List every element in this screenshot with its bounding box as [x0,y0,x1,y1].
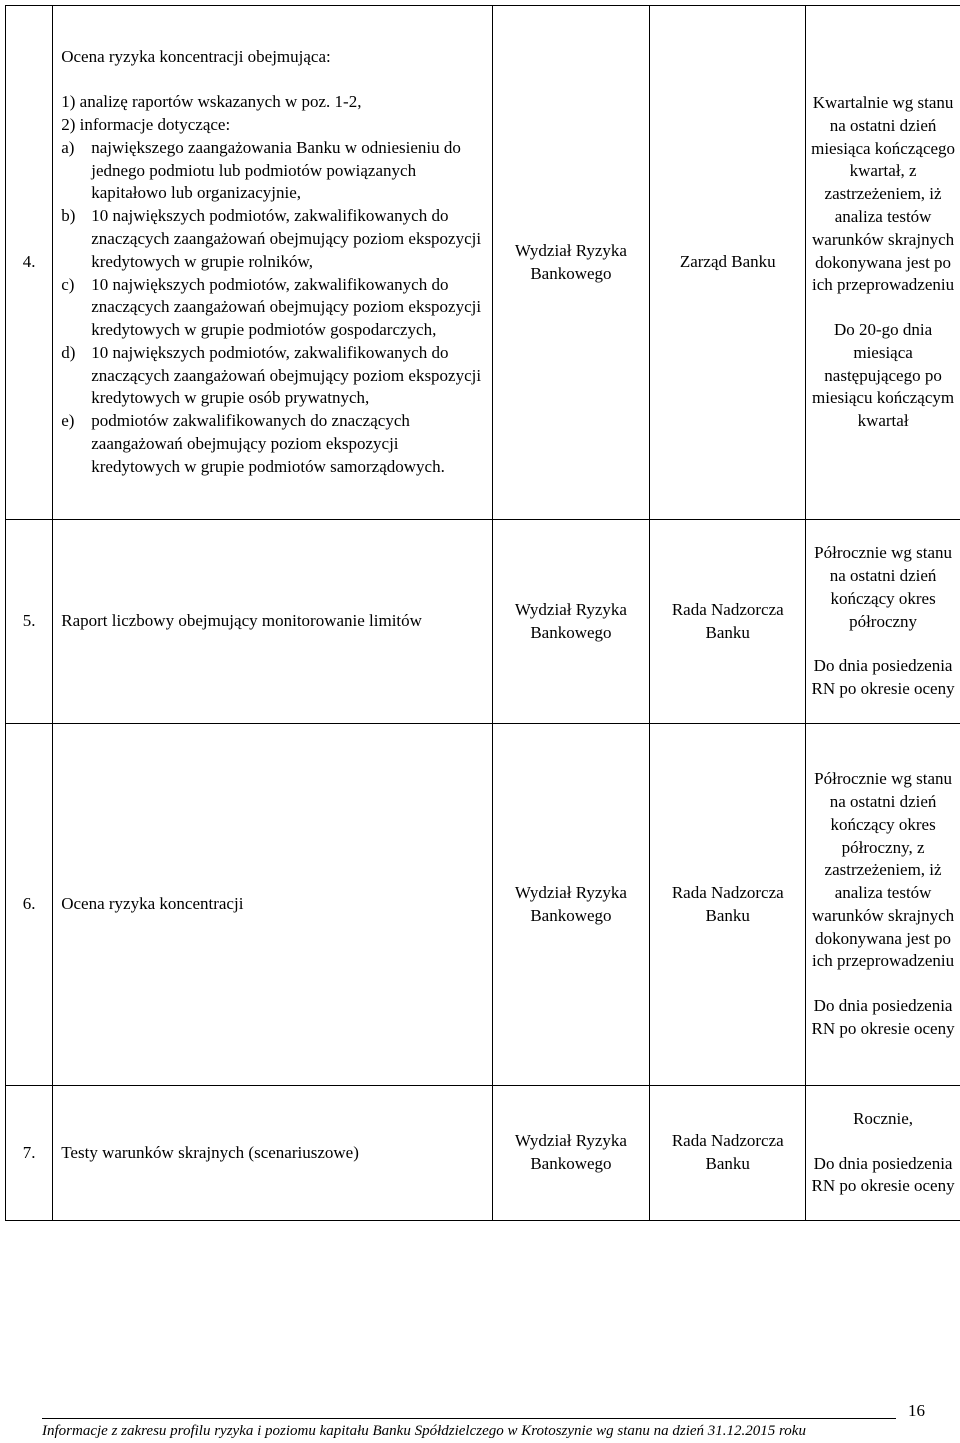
frequency [806,1086,960,1221]
description-items [61,137,485,479]
table-row [6,724,960,1086]
footer-divider [42,1418,896,1419]
row-number: 4. [6,6,53,520]
row-description: Ocena ryzyka koncentracji [53,724,492,1086]
deadline-text: Do 20-go dnia miesiąca następującego po miesiącu kończącym kwartał [806,319,960,433]
page-footer: Informacje z zakresu profilu ryzyka i poziomu kapitału Banku Spółdzielczego w Krotoszynie wg stanu na dzień 31.12.2015 roku [42,1420,806,1443]
frequency [806,6,960,520]
table-row [6,1086,960,1221]
deadline-text: Do dnia posiedzenia RN po okresie oceny [806,995,960,1041]
row-description: Raport liczbowy obejmujący monitorowanie limitów [53,520,492,724]
description-line: 2) informacje dotyczące: [61,114,485,137]
row-description [53,6,492,520]
responsible-unit: Wydział Ryzyka Bankowego [492,6,650,520]
frequency [806,724,960,1086]
responsible-unit: Wydział Ryzyka Bankowego [492,520,650,724]
row-number: 5. [6,520,53,724]
description-title: Ocena ryzyka koncentracji obejmująca: [61,46,485,69]
spacer [806,633,960,655]
list-item: d) 10 największych podmiotów, zakwalifikowanych do znaczących zaangażowań obejmujący poziom ekspozycji kredytowych w grupie osób prywatnych, [61,342,485,410]
reporting-table [5,5,960,1221]
row-description: Testy warunków skrajnych (scenariuszowe) [53,1086,492,1221]
spacer [806,1131,960,1153]
list-item: a) największego zaangażowania Banku w odniesieniu do jednego podmiotu lub podmiotów powiązanych kapitałowo lub organizacyjnie, [61,137,485,205]
spacer [806,973,960,995]
table-row [6,6,960,520]
recipient: Zarząd Banku [650,6,806,520]
frequency-text: Kwartalnie wg stanu na ostatni dzień miesiąca kończącego kwartał, z zastrzeżeniem, iż analiza testów warunków skrajnych dokonywana jest po ich przeprowadzeniu [806,92,960,297]
frequency-text: Półrocznie wg stanu na ostatni dzień kończący okres półroczny [806,542,960,633]
table-row [6,520,960,724]
spacer [61,69,485,91]
recipient: Rada Nadzorcza Banku [650,520,806,724]
row-number: 7. [6,1086,53,1221]
deadline-text: Do dnia posiedzenia RN po okresie oceny [806,655,960,701]
list-item: c) 10 największych podmiotów, zakwalifikowanych do znaczących zaangażowań obejmujący poziom ekspozycji kredytowych w grupie podmiotów gospodarczych, [61,274,485,342]
recipient: Rada Nadzorcza Banku [650,1086,806,1221]
frequency-text: Półrocznie wg stanu na ostatni dzień kończący okres półroczny, z zastrzeżeniem, iż analiza testów warunków skrajnych dokonywana jest po ich przeprowadzeniu [806,768,960,973]
description-line: 1) analizę raportów wskazanych w poz. 1-2, [61,91,485,114]
deadline-text: Do dnia posiedzenia RN po okresie oceny [806,1153,960,1199]
responsible-unit: Wydział Ryzyka Bankowego [492,724,650,1086]
row-number: 6. [6,724,53,1086]
list-item: e) podmiotów zakwalifikowanych do znaczących zaangażowań obejmujący poziom ekspozycji kredytowych w grupie podmiotów samorządowych. [61,410,485,478]
spacer [806,297,960,319]
frequency-text: Rocznie, [806,1108,960,1131]
recipient: Rada Nadzorcza Banku [650,724,806,1086]
list-item: b) 10 największych podmiotów, zakwalifikowanych do znaczących zaangażowań obejmujący poziom ekspozycji kredytowych w grupie rolników, [61,205,485,273]
page-number: 16 [908,1400,925,1423]
frequency [806,520,960,724]
responsible-unit: Wydział Ryzyka Bankowego [492,1086,650,1221]
